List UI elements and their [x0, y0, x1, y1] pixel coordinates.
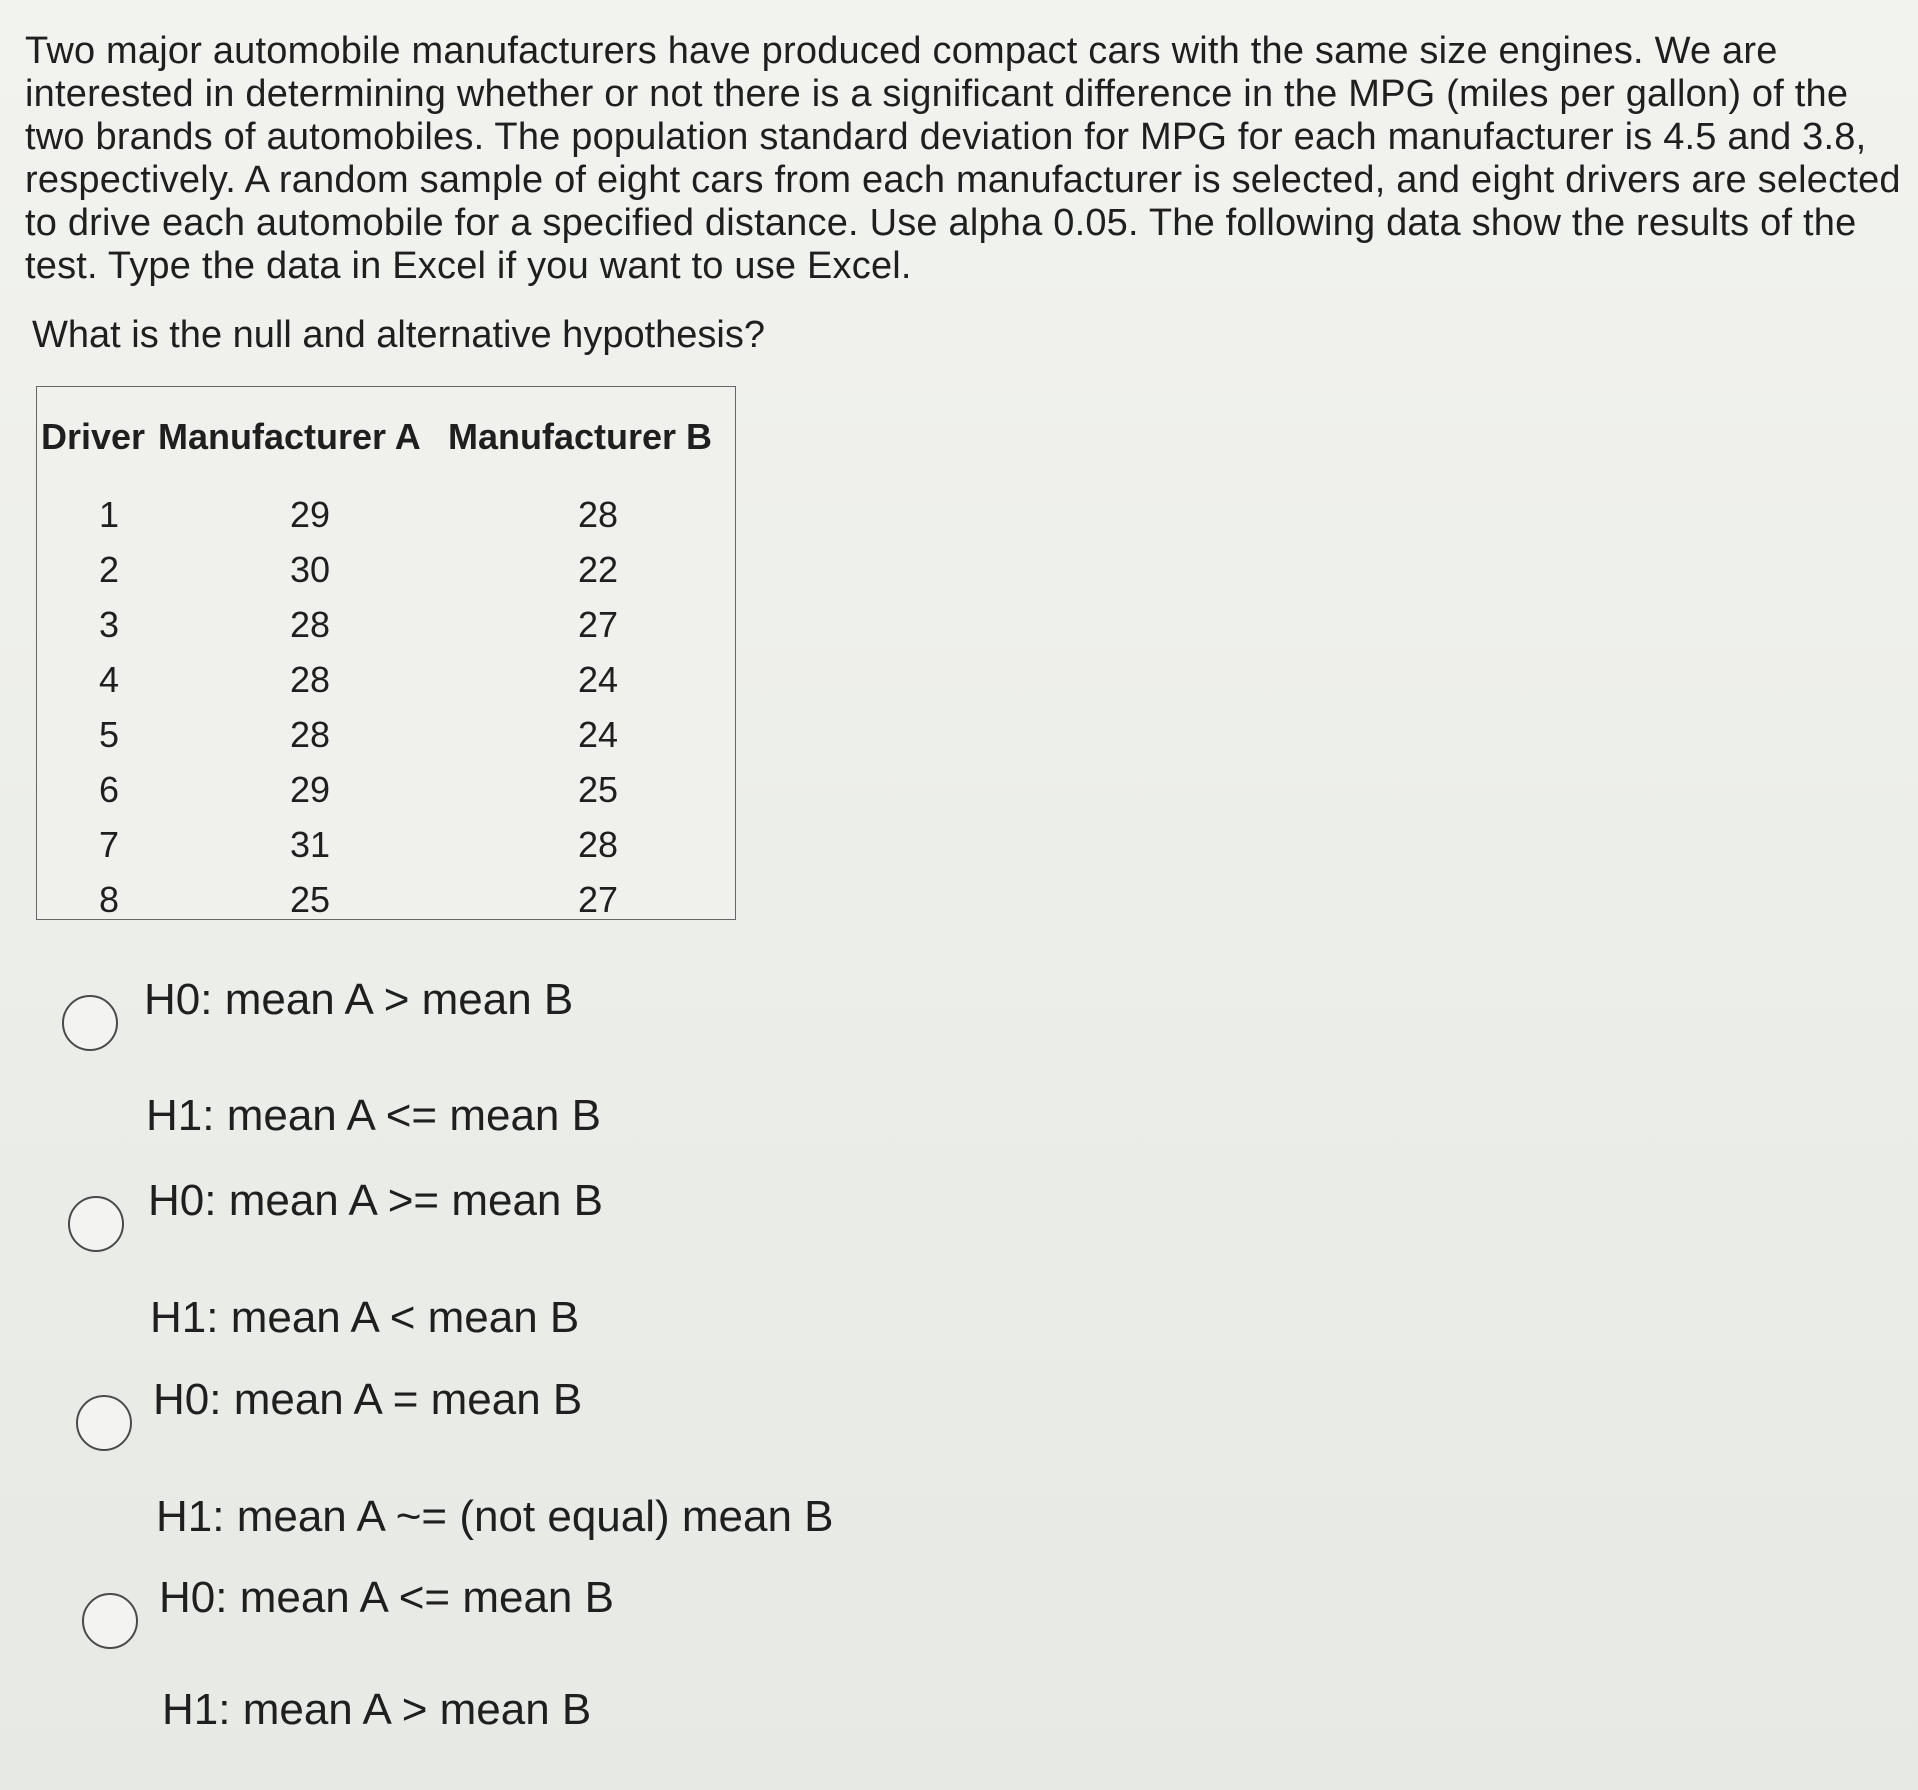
- option-3-h0: H0: mean A = mean B: [153, 1375, 583, 1424]
- cell-manufacturer-a: 29: [289, 494, 331, 535]
- cell-manufacturer-b: 25: [577, 769, 619, 810]
- cell-driver: 5: [98, 714, 120, 755]
- option-2-h1: H1: mean A < mean B: [150, 1293, 580, 1342]
- header-driver: Driver: [41, 416, 146, 457]
- table-body: [37, 487, 735, 927]
- option-3-h1: H1: mean A ~= (not equal) mean B: [156, 1492, 834, 1541]
- cell-manufacturer-a: 29: [289, 769, 331, 810]
- option-1-h1: H1: mean A <= mean B: [146, 1091, 601, 1140]
- cell-manufacturer-b: 28: [577, 824, 619, 865]
- option-2-h0: H0: mean A >= mean B: [148, 1176, 603, 1225]
- cell-manufacturer-a: 28: [289, 659, 331, 700]
- radio-button-option-2[interactable]: [68, 1196, 124, 1252]
- cell-manufacturer-a: 28: [289, 604, 331, 645]
- header-manufacturer-a: Manufacturer A: [158, 416, 421, 457]
- option-4-h0: H0: mean A <= mean B: [159, 1573, 614, 1622]
- cell-manufacturer-b: 24: [577, 714, 619, 755]
- cell-manufacturer-b: 28: [577, 494, 619, 535]
- data-table: [36, 386, 736, 920]
- cell-manufacturer-b: 27: [577, 879, 619, 920]
- table-row: [37, 652, 735, 707]
- cell-manufacturer-b: 22: [577, 549, 619, 590]
- table-row: [37, 542, 735, 597]
- cell-manufacturer-b: 24: [577, 659, 619, 700]
- table-row: [37, 762, 735, 817]
- cell-driver: 3: [98, 604, 120, 645]
- cell-driver: 8: [98, 879, 120, 920]
- cell-manufacturer-a: 28: [289, 714, 331, 755]
- header-manufacturer-b: Manufacturer B: [448, 416, 713, 457]
- cell-driver: 4: [98, 659, 120, 700]
- option-4-h1: H1: mean A > mean B: [162, 1685, 592, 1734]
- table-row: [37, 707, 735, 762]
- cell-driver: 2: [98, 549, 120, 590]
- cell-driver: 7: [98, 824, 120, 865]
- option-1-h0: H0: mean A > mean B: [144, 975, 574, 1024]
- radio-button-option-1[interactable]: [62, 995, 118, 1051]
- question-text: Two major automobile manufacturers have produced compact cars with the same size engines. We are interested in determining whether or not there is a significant difference in the MPG (miles per gallon) of the two brands of automobiles. The population standard deviation for MPG for each manufacturer is 4.5 and 3.8, respectively. A random sample of eight cars from each manufacturer is selected, and eight drivers are selected to drive each automobile for a specified distance. Use alpha 0.05. The following data show the results of the test. Type the data in Excel if you want to use Excel.: [25, 30, 1901, 287]
- radio-button-option-4[interactable]: [82, 1593, 138, 1649]
- question-prompt: What is the null and alternative hypothesis?: [32, 314, 765, 356]
- radio-button-option-3[interactable]: [76, 1395, 132, 1451]
- cell-manufacturer-a: 31: [289, 824, 331, 865]
- cell-driver: 1: [98, 494, 120, 535]
- cell-manufacturer-b: 27: [577, 604, 619, 645]
- table-row: [37, 597, 735, 652]
- table-row: [37, 817, 735, 872]
- table-header: [41, 417, 738, 457]
- cell-manufacturer-a: 30: [289, 549, 331, 590]
- cell-driver: 6: [98, 769, 120, 810]
- table-row: [37, 487, 735, 542]
- cell-manufacturer-a: 25: [289, 879, 331, 920]
- table-row: [37, 872, 735, 927]
